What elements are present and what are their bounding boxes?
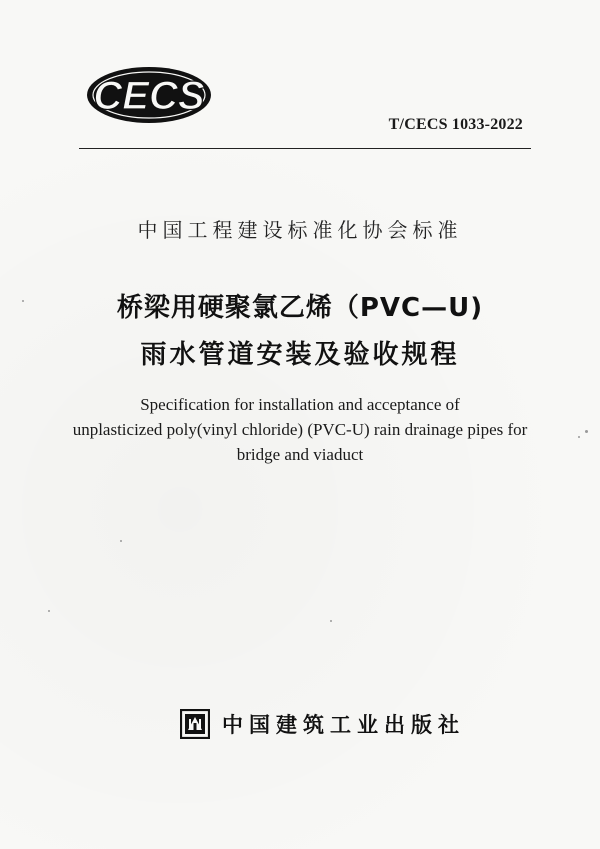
publisher-emblem-icon bbox=[180, 709, 210, 739]
standard-code: T/CECS 1033-2022 bbox=[388, 116, 523, 133]
publisher-name: 中国建筑工业出版社 bbox=[222, 712, 465, 737]
association-name: 中国工程建设标准化协会标准 bbox=[137, 218, 463, 242]
scan-speck bbox=[48, 610, 50, 612]
scan-speck bbox=[22, 300, 24, 302]
cecs-logo-text: CECS bbox=[93, 74, 205, 118]
scan-speck bbox=[578, 436, 580, 438]
publisher bbox=[180, 708, 465, 740]
english-title-line-1: Specification for installation and acceptance of bbox=[140, 395, 460, 414]
english-title-line-2: unplasticized poly(vinyl chloride) (PVC-U) rain drainage pipes for bbox=[72, 420, 528, 439]
header-divider bbox=[79, 148, 531, 149]
chinese-title-line-2: 雨水管道安装及验收规程 bbox=[140, 340, 460, 370]
chinese-title-line-1: 桥梁用硬聚氯乙烯（PVC—U) bbox=[116, 293, 484, 323]
cecs-logo-icon bbox=[84, 64, 214, 126]
cecs-logo bbox=[84, 64, 214, 126]
scan-speck bbox=[585, 430, 588, 433]
scan-speck bbox=[120, 540, 122, 542]
scan-speck bbox=[330, 620, 332, 622]
english-title-line-3: bridge and viaduct bbox=[236, 445, 364, 464]
